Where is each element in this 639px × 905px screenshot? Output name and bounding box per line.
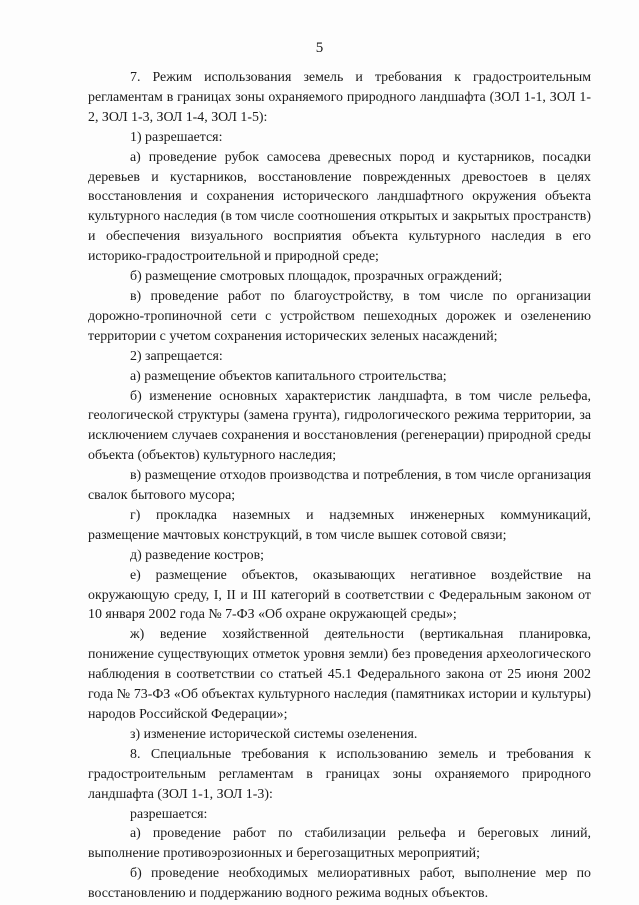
paragraph-8-allowed: разрешается: — [130, 806, 208, 822]
paragraph-8-heading: 8. Специальные требования к использованию земель и требования к градостроительным регламентам в границах зоны охраняемого природного ландшафта (ЗОЛ 1-1, ЗОЛ 1-3): — [88, 746, 591, 802]
paragraph-8-b: б) проведение необходимых мелиоративных работ, выполнение мер по восстановлению и поддержанию водного режима водных объектов. — [88, 866, 591, 902]
paragraph-7-2-a: а) размещение объектов капитального строительства; — [130, 368, 447, 384]
paragraph-7-1-a: а) проведение рубок самосева древесных пород и кустарников, посадки деревьев и кустарников, восстановление поврежденных древостоев в целях восстановления и сохранения исторического ландшафтного окружения объекта культурного наследия (в том числе соотношения открытых и закрытых пространств) и обеспечения визуального восприятия объекта культурного наследия в его историко-градостроительной и природной среде; — [88, 149, 591, 265]
page-number: 5 — [315, 40, 324, 56]
paragraph-7-2-z: з) изменение исторической системы озеленения. — [130, 726, 418, 742]
document-body — [88, 68, 591, 904]
paragraph-7-1-allowed: 1) разрешается: — [130, 129, 223, 145]
paragraph-7-2-v: в) размещение отходов производства и потребления, в том числе организация свалок бытового мусора; — [88, 468, 591, 504]
paragraph-7-2-prohibited: 2) запрещается: — [130, 348, 223, 364]
paragraph-7-2-zh: ж) ведение хозяйственной деятельности (вертикальная планировка, понижение существующих отметок уровня земли) без проведения археологического наблюдения в соответствии со статьей 45.1 Федерального закона от 25 июня 2002 года № 73-ФЗ «Об объектах культурного наследия (памятниках истории и культуры) народов Российской Федерации»; — [88, 627, 591, 722]
paragraph-7-2-e: е) размещение объектов, оказывающих негативное воздействие на окружающую среду, I, II и III категорий в соответствии с Федеральным законом от 10 января 2002 года № 7-ФЗ «Об охране окружающей среды»; — [88, 567, 591, 623]
paragraph-7-2-b: б) изменение основных характеристик ландшафта, в том числе рельефа, геологической структуры (замена грунта), гидрологического режима территории, за исключением случаев сохранения и восстановления (регенерации) природной среды объекта (объектов) культурного наследия; — [88, 388, 591, 464]
paragraph-7-heading: 7. Режим использования земель и требования к градостроительным регламентам в границах зоны охраняемого природного ландшафта (ЗОЛ 1-1, ЗОЛ 1-2, ЗОЛ 1-3, ЗОЛ 1-4, ЗОЛ 1-5): — [88, 70, 591, 125]
paragraph-8-a: а) проведение работ по стабилизации рельефа и береговых линий, выполнение противоэрозионных и берегозащитных мероприятий; — [88, 826, 591, 862]
paragraph-7-2-d: д) разведение костров; — [130, 547, 265, 563]
paragraph-7-1-b: б) размещение смотровых площадок, прозрачных ограждений; — [130, 269, 503, 285]
paragraph-7-2-g: г) прокладка наземных и надземных инженерных коммуникаций, размещение мачтовых конструкций, в том числе вышек сотовой связи; — [88, 507, 591, 543]
paragraph-7-1-v: в) проведение работ по благоустройству, в том числе по организации дорожно-тропиночной сети с устройством пешеходных дорожек и озеленению территории с учетом сохранения исторических зеленых насаждений; — [88, 288, 591, 344]
